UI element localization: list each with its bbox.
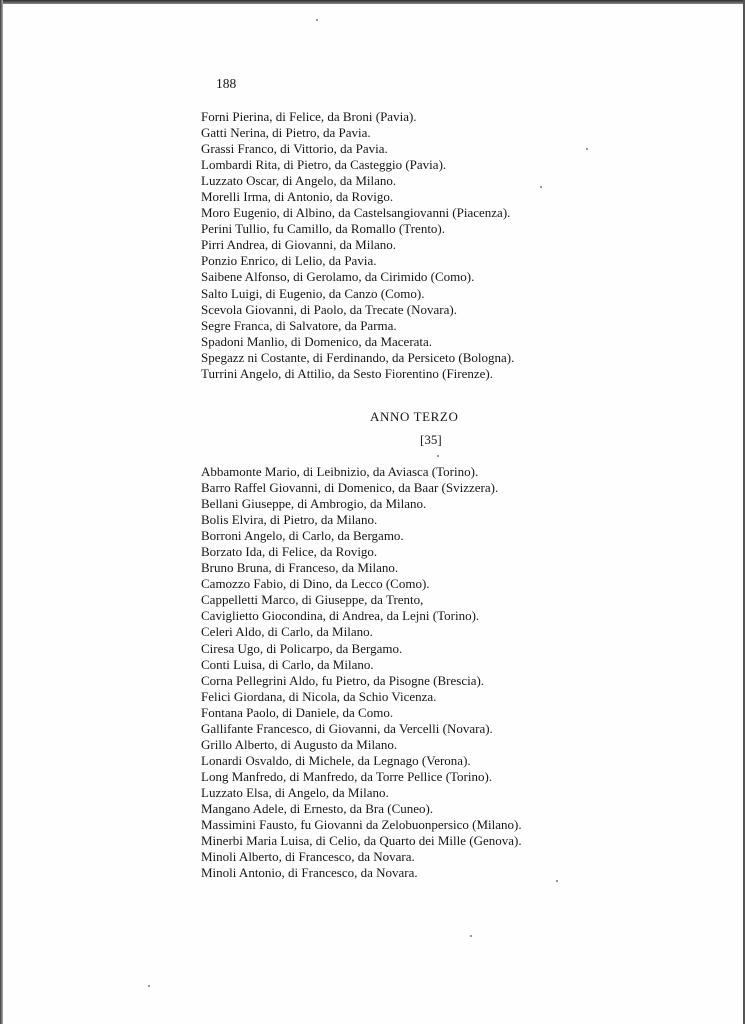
list-item: Segre Franca, di Salvatore, da Parma.: [201, 317, 397, 333]
list-item: Perini Tullio, fu Camillo, da Romallo (Trento).: [201, 221, 446, 237]
list-item: Fontana Paolo, di Daniele, da Como.: [201, 704, 394, 720]
list-item: Spegazz ni Costante, di Ferdinando, da Persiceto (Bologna).: [201, 349, 515, 365]
list-item: Gatti Nerina, di Pietro, da Pavia.: [201, 125, 371, 141]
list-item: Camozzo Fabio, di Dino, da Lecco (Como).: [201, 576, 430, 592]
list-item: Conti Luisa, di Carlo, da Milano.: [201, 656, 374, 672]
list-item: Corna Pellegrini Aldo, fu Pietro, da Pisogne (Brescia).: [201, 672, 485, 688]
list-item: Scevola Giovanni, di Paolo, da Trecate (Novara).: [201, 301, 457, 317]
scan-speck: [556, 880, 558, 882]
list-item: Gallifante Francesco, di Giovanni, da Vercelli (Novara).: [201, 720, 493, 736]
list-item: Pirri Andrea, di Giovanni, da Milano.: [201, 237, 396, 253]
list-item: Grassi Franco, di Vittorio, da Pavia.: [201, 141, 388, 157]
list-item: Lombardi Rita, di Pietro, da Casteggio (Pavia).: [201, 157, 447, 173]
list-item: Felici Giordana, di Nicola, da Schio Vicenza.: [201, 688, 437, 704]
list-item: Ciresa Ugo, di Policarpo, da Bergamo.: [201, 640, 403, 656]
scan-speck: [148, 985, 150, 987]
list-item: Turrini Angelo, di Attilio, da Sesto Fiorentino (Firenze).: [201, 365, 494, 381]
scan-speck: [316, 19, 318, 21]
list-item: Abbamonte Mario, di Leibnizio, da Aviasca (Torino).: [201, 464, 479, 479]
student-list-previous-year: [201, 109, 514, 382]
list-item: Celeri Aldo, di Carlo, da Milano.: [201, 624, 373, 640]
list-item: Massimini Fausto, fu Giovanni da Zelobuonpersico (Milano).: [201, 817, 522, 833]
list-item: Caviglietto Giocondina, di Andrea, da Lejni (Torino).: [201, 608, 480, 624]
list-item: Minerbi Maria Luisa, di Celio, da Quarto dei Mille (Genova).: [201, 833, 522, 849]
list-item: Salto Luigi, di Eugenio, da Canzo (Como).: [201, 285, 425, 301]
scan-speck: [586, 148, 588, 150]
list-item: Moro Eugenio, di Albino, da Castelsangiovanni (Piacenza).: [201, 205, 511, 221]
list-item: Borzato Ida, di Felice, da Rovigo.: [201, 544, 378, 560]
list-item: Bruno Bruna, di Franceso, da Milano.: [201, 560, 399, 576]
scan-speck: [540, 186, 542, 188]
list-item: Spadoni Manlio, di Domenico, da Macerata.: [201, 333, 433, 349]
page-number: 188: [216, 76, 237, 91]
list-item: Mangano Adele, di Ernesto, da Bra (Cuneo).: [201, 800, 434, 816]
scan-speck: [437, 455, 439, 457]
section-count: [35]: [420, 432, 442, 447]
scan-speck: [470, 935, 472, 937]
page-left-edge: [0, 0, 3, 1024]
list-item: Grillo Alberto, di Augusto da Milano.: [201, 736, 398, 752]
list-item: Minoli Alberto, di Francesco, da Novara.: [201, 849, 415, 865]
list-item: Luzzato Elsa, di Angelo, da Milano.: [201, 784, 389, 800]
list-item: Borroni Angelo, di Carlo, da Bergamo.: [201, 528, 404, 544]
list-item: Cappelletti Marco, di Giuseppe, da Trento,: [201, 592, 424, 608]
list-item: Lonardi Osvaldo, di Michele, da Legnago (Verona).: [201, 752, 471, 768]
section-heading: ANNO TERZO: [370, 409, 459, 424]
list-item: Minoli Antonio, di Francesco, da Novara.: [201, 865, 418, 881]
student-list-third-year: [201, 464, 522, 881]
list-item: Ponzio Enrico, di Lelio, da Pavia.: [201, 253, 377, 269]
page-top-edge: [0, 0, 745, 4]
list-item: Luzzato Oscar, di Angelo, da Milano.: [201, 173, 397, 189]
list-item: Forni Pierina, di Felice, da Broni (Pavia).: [201, 109, 417, 124]
list-item: Morelli Irma, di Antonio, da Rovigo.: [201, 189, 394, 205]
list-item: Bellani Giuseppe, di Ambrogio, da Milano.: [201, 496, 427, 512]
list-item: Long Manfredo, di Manfredo, da Torre Pellice (Torino).: [201, 768, 493, 784]
list-item: Bolis Elvira, di Pietro, da Milano.: [201, 512, 378, 528]
list-item: Saibene Alfonso, di Gerolamo, da Cirimido (Como).: [201, 269, 475, 285]
list-item: Barro Raffel Giovanni, di Domenico, da Baar (Svizzera).: [201, 480, 499, 496]
